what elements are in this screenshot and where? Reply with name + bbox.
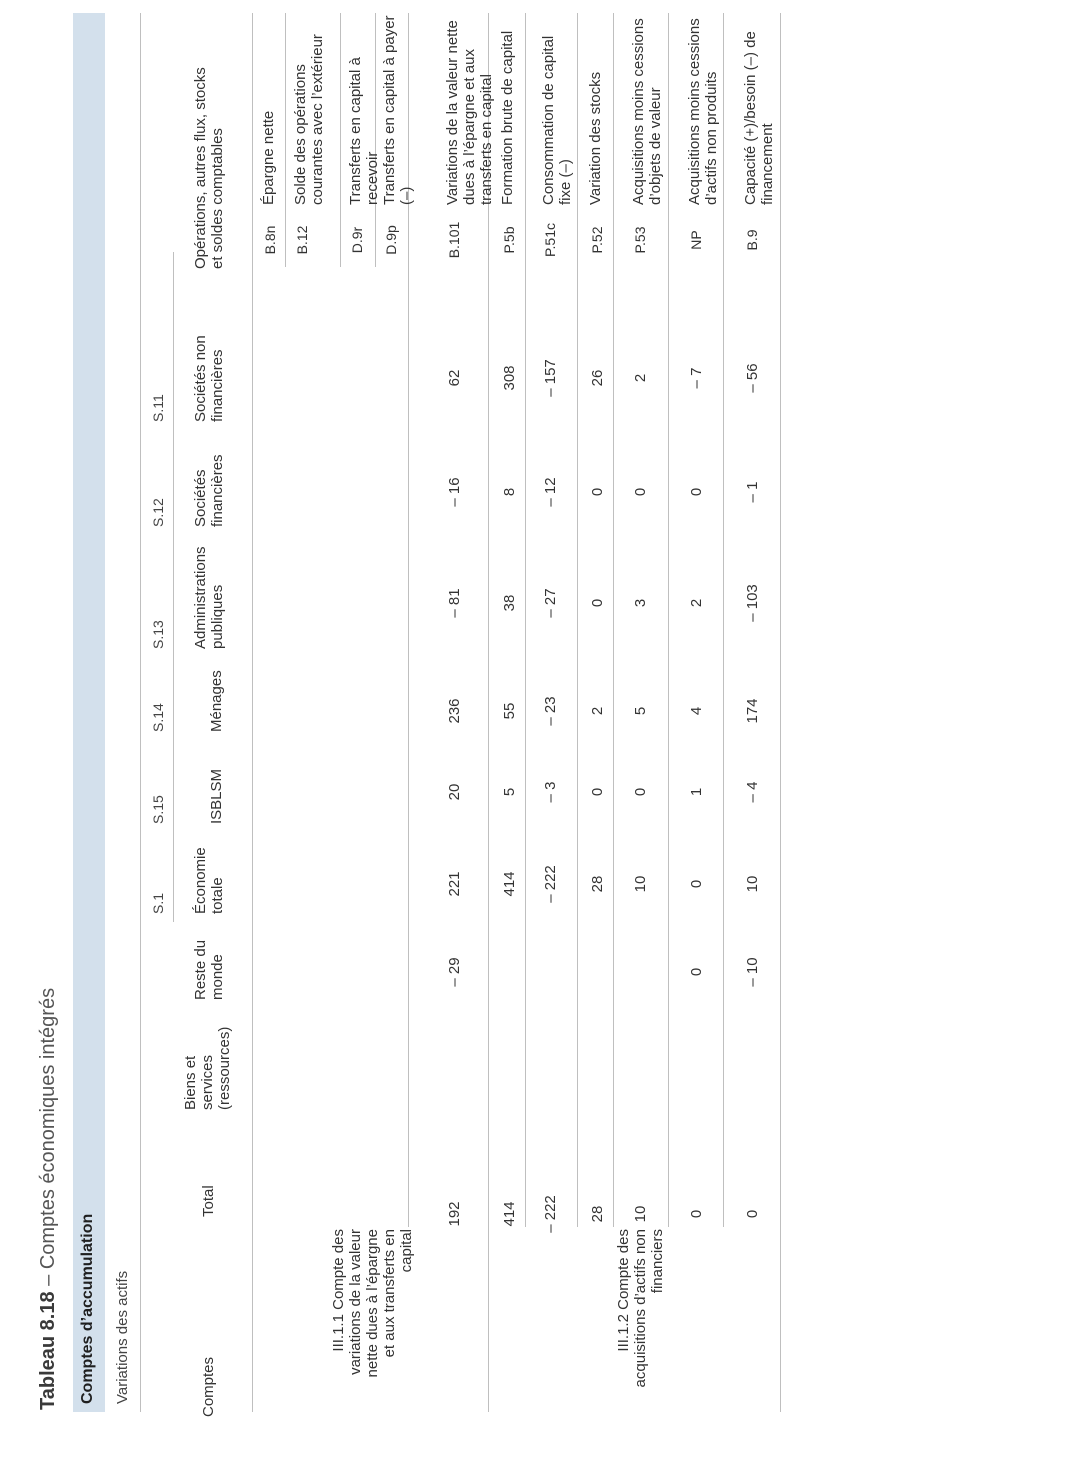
- rule-row-7: [577, 13, 578, 1227]
- section-band: [73, 13, 105, 1412]
- rule-row-6: [525, 13, 526, 1227]
- header-comptes: Comptes: [200, 1356, 217, 1417]
- row-label: Épargne nette: [260, 110, 277, 205]
- cell-sf: – 1: [744, 481, 761, 503]
- cell-reste: 0: [688, 967, 705, 977]
- cell-eco: 28: [589, 875, 606, 893]
- header-isb: ISBLSM: [208, 768, 225, 824]
- cell-total: 414: [501, 1201, 518, 1227]
- header-snf: Sociétés non financières: [192, 335, 226, 422]
- row-label: Acquisitions moins cessions d’actifs non produits: [686, 18, 720, 205]
- cell-total: 10: [632, 1205, 649, 1223]
- cell-men: 174: [744, 698, 761, 724]
- cell-sf: – 16: [446, 477, 463, 507]
- cell-reste: – 29: [446, 957, 463, 987]
- cell-sf: – 12: [542, 477, 559, 507]
- cell-isb: 20: [446, 783, 463, 801]
- cell-snf: 2: [632, 373, 649, 383]
- col-code-isb: S.15: [150, 795, 166, 824]
- section-label-1: III.1.1 Compte des variations de la valeur nette dues à l’épargne et aux transferts en capital: [330, 1229, 415, 1378]
- row-label: Transferts en capital à recevoir: [347, 57, 381, 205]
- col-code-men: S.14: [150, 703, 166, 732]
- header-biens: Biens et services (ressources): [182, 1026, 233, 1110]
- row-code: D.9r: [349, 226, 365, 254]
- cell-men: 2: [589, 706, 606, 716]
- row-code: B.9: [744, 229, 760, 251]
- cell-snf: – 56: [744, 363, 761, 393]
- row-label: Acquisitions moins cessions d’objets de valeur: [630, 18, 664, 205]
- cell-reste: – 10: [744, 957, 761, 987]
- row-label: Solde des opérations courantes avec l’extérieur: [292, 34, 326, 205]
- col-code-sf: S.12: [150, 498, 166, 527]
- section-band-label: Comptes d’accumulation: [79, 1213, 96, 1404]
- row-code: B.8n: [262, 225, 278, 255]
- cell-sf: 8: [501, 487, 518, 497]
- cell-snf: 62: [446, 369, 463, 387]
- cell-snf: – 157: [542, 359, 559, 397]
- cell-isb: – 4: [744, 781, 761, 803]
- cell-snf: 26: [589, 369, 606, 387]
- row-code: P.51c: [542, 223, 558, 257]
- cell-sf: 0: [632, 487, 649, 497]
- cell-isb: 1: [688, 787, 705, 797]
- header-sf: Sociétés financières: [192, 454, 226, 527]
- row-label: Variations de la valeur nette dues à l’épargne et aux transferts en capital: [444, 20, 495, 205]
- row-code: P.52: [589, 226, 605, 254]
- rule-row-9: [668, 13, 669, 1227]
- row-label: Variation des stocks: [587, 71, 604, 205]
- table-number: Tableau 8.18: [37, 1291, 59, 1410]
- cell-snf: 308: [501, 365, 518, 391]
- cell-men: 55: [501, 702, 518, 720]
- cell-total: – 222: [542, 1195, 559, 1233]
- row-code: D.9p: [383, 225, 399, 255]
- cell-isb: 0: [589, 787, 606, 797]
- header-total: Total: [200, 1185, 217, 1217]
- cell-adm: 3: [632, 598, 649, 608]
- cell-adm: 38: [501, 594, 518, 612]
- rule-row-1: [285, 13, 286, 267]
- row-label: Consommation de capital fixe (–): [540, 35, 574, 205]
- cell-isb: 0: [632, 787, 649, 797]
- header-ops: Opérations, autres flux, stocks et soldes comptables: [192, 67, 226, 269]
- cell-men: – 23: [542, 696, 559, 726]
- cell-eco: 10: [744, 875, 761, 893]
- cell-eco: 221: [446, 871, 463, 897]
- rule-subheader: [173, 252, 174, 922]
- cell-eco: 414: [501, 871, 518, 897]
- table-title: [37, 988, 60, 1410]
- cell-snf: – 7: [688, 367, 705, 389]
- rule-row-10: [723, 13, 724, 1227]
- cell-sf: 0: [589, 487, 606, 497]
- row-label: Transferts en capital à payer (–): [381, 15, 415, 205]
- row-code: B.12: [294, 225, 310, 255]
- row-code: NP: [688, 230, 704, 250]
- row-label: Capacité (+)/besoin (–) de financement: [742, 31, 776, 205]
- cell-isb: – 3: [542, 781, 559, 803]
- header-adm: Administrations publiques: [192, 546, 226, 649]
- cell-men: 236: [446, 698, 463, 724]
- cell-men: 4: [688, 706, 705, 716]
- cell-total: 0: [688, 1209, 705, 1219]
- cell-adm: – 103: [744, 584, 761, 622]
- table-title-text: – Comptes économiques intégrés: [37, 987, 59, 1292]
- rule-row-5: [488, 13, 489, 1412]
- cell-eco: – 222: [542, 865, 559, 903]
- cell-men: 5: [632, 706, 649, 716]
- cell-total: 28: [589, 1205, 606, 1223]
- rule-header-bottom: [252, 13, 253, 1412]
- rule-row-2: [340, 13, 341, 267]
- rule-header-top: [140, 13, 141, 1412]
- cell-isb: 5: [501, 787, 518, 797]
- cell-total: 192: [446, 1201, 463, 1227]
- subheading: Variations des actifs: [114, 1270, 131, 1404]
- section-label-2: III.1.2 Compte des acquisitions d’actifs non financiers: [615, 1229, 666, 1388]
- cell-eco: 10: [632, 875, 649, 893]
- header-reste: Reste du monde: [192, 939, 226, 1000]
- header-men: Ménages: [208, 670, 225, 732]
- cell-total: 0: [744, 1209, 761, 1219]
- cell-eco: 0: [688, 879, 705, 889]
- row-code: B.101: [446, 221, 462, 259]
- row-code: P.53: [632, 226, 648, 254]
- rule-table-bottom: [780, 13, 781, 1412]
- header-eco: Économie totale: [192, 847, 226, 914]
- cell-sf: 0: [688, 487, 705, 497]
- cell-adm: – 81: [446, 588, 463, 618]
- row-code: P.5b: [501, 226, 517, 254]
- row-label: Formation brute de capital: [499, 30, 516, 205]
- col-code-eco: S.1: [150, 892, 166, 914]
- cell-adm: 0: [589, 598, 606, 608]
- cell-adm: – 27: [542, 588, 559, 618]
- col-code-snf: S.11: [150, 394, 166, 422]
- cell-adm: 2: [688, 598, 705, 608]
- rule-row-8: [613, 13, 614, 1227]
- col-code-adm: S.13: [150, 620, 166, 649]
